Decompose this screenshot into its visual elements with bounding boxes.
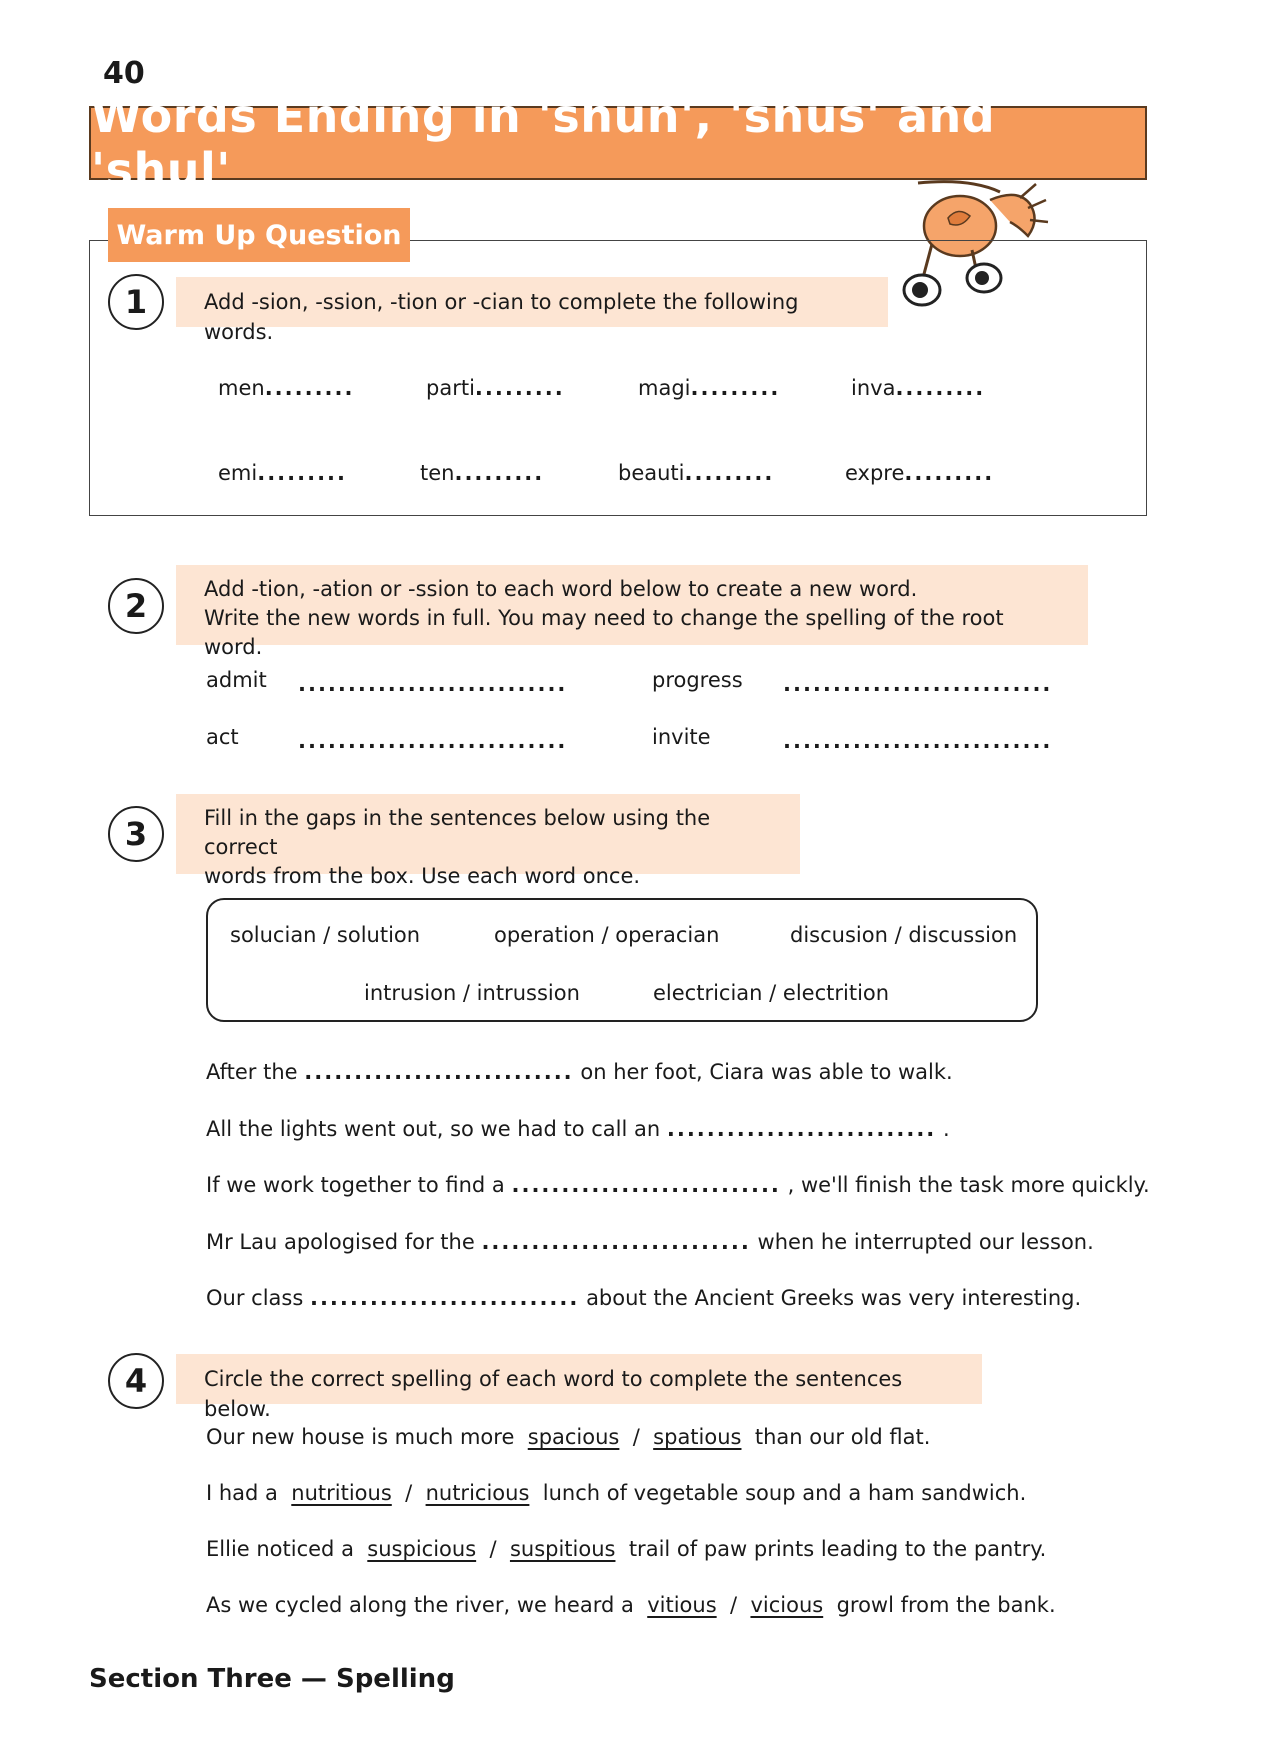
q2-answer-blank[interactable]: ...........................: [298, 672, 568, 696]
q1-word: magi.........: [638, 376, 781, 400]
q1-word: expre.........: [845, 461, 995, 485]
word-box-option: electrician / electrition: [653, 981, 890, 1005]
spelling-option[interactable]: nutricious: [425, 1481, 530, 1505]
q3-gap[interactable]: ...........................: [666, 1117, 937, 1141]
spelling-option[interactable]: vitious: [647, 1593, 717, 1617]
word-box-option: intrusion / intrussion: [364, 981, 580, 1005]
question-4-instruction: Circle the correct spelling of each word to complete the sentences below.: [176, 1354, 982, 1404]
q3-sentence: Our class ........................... about the Ancient Greeks was very interesting.: [206, 1286, 1082, 1310]
spelling-option[interactable]: spacious: [527, 1425, 620, 1449]
q2-instruction-line: Add -tion, -ation or -ssion to each word below to create a new word.: [204, 577, 918, 601]
q3-instruction-line: words from the box. Use each word once.: [204, 864, 641, 888]
spelling-option[interactable]: spatious: [653, 1425, 742, 1449]
word-box-option: discusion / discussion: [790, 923, 1018, 947]
q3-gap[interactable]: ...........................: [309, 1286, 580, 1310]
question-2-instruction: [176, 565, 1088, 659]
question-4-number: 4: [108, 1353, 164, 1409]
q2-answer-blank[interactable]: ...........................: [783, 729, 1053, 753]
q1-word: men.........: [218, 376, 355, 400]
spelling-option[interactable]: suspitious: [509, 1537, 616, 1561]
word-box: [206, 898, 1038, 1022]
section-footer: Section Three — Spelling: [89, 1664, 455, 1694]
question-3-instruction: [176, 794, 800, 888]
word-box-option: operation / operacian: [494, 923, 720, 947]
warm-up-label: Warm Up Question: [108, 208, 410, 262]
page-title: Words Ending in 'shun', 'shus' and 'shul': [91, 89, 996, 197]
spelling-option[interactable]: suspicious: [367, 1537, 477, 1561]
q2-answer-blank[interactable]: ...........................: [783, 672, 1053, 696]
q2-word: progress: [652, 668, 743, 692]
spelling-option[interactable]: nutritious: [291, 1481, 392, 1505]
q1-word: emi.........: [218, 461, 348, 485]
q3-instruction-line: Fill in the gaps in the sentences below using the correct: [204, 806, 711, 859]
q3-sentence: If we work together to find a ........................... , we'll finish the task more quickly.: [206, 1173, 1150, 1197]
q1-word: parti.........: [426, 376, 565, 400]
q4-sentence: As we cycled along the river, we heard a vitious / vicious growl from the bank.: [206, 1593, 1056, 1617]
word-box-option: solucian / solution: [230, 923, 421, 947]
q2-word: invite: [652, 725, 711, 749]
q3-gap[interactable]: ...........................: [511, 1173, 781, 1197]
q1-word: inva.........: [851, 376, 986, 400]
q3-gap[interactable]: ...........................: [481, 1230, 751, 1254]
q2-instruction-line: Write the new words in full. You may need to change the spelling of the root word.: [204, 606, 1004, 659]
question-1-instruction: Add -sion, -ssion, -tion or -cian to complete the following words.: [176, 277, 888, 327]
q3-sentence: All the lights went out, so we had to call an ........................... .: [206, 1117, 950, 1141]
question-3-number: 3: [108, 806, 164, 862]
question-2-number: 2: [108, 578, 164, 634]
q4-sentence: I had a nutritious / nutricious lunch of vegetable soup and a ham sandwich.: [206, 1481, 1027, 1505]
q3-gap[interactable]: ...........................: [304, 1060, 574, 1084]
q2-answer-blank[interactable]: ...........................: [298, 729, 568, 753]
q4-sentence: Ellie noticed a suspicious / suspitious trail of paw prints leading to the pantry.: [206, 1537, 1047, 1561]
q1-word: beauti.........: [618, 461, 775, 485]
q4-sentence: Our new house is much more spacious / spatious than our old flat.: [206, 1425, 931, 1449]
q3-sentence: Mr Lau apologised for the ........................... when he interrupted our lesson.: [206, 1230, 1094, 1254]
spelling-option[interactable]: vicious: [750, 1593, 824, 1617]
page-number: 40: [103, 56, 145, 91]
title-banner: [89, 89, 1147, 197]
q1-word: ten.........: [420, 461, 545, 485]
q3-sentence: After the ........................... on her foot, Ciara was able to walk.: [206, 1060, 953, 1084]
q2-word: act: [206, 725, 239, 749]
q2-word: admit: [206, 668, 267, 692]
question-1-number: 1: [108, 274, 164, 330]
